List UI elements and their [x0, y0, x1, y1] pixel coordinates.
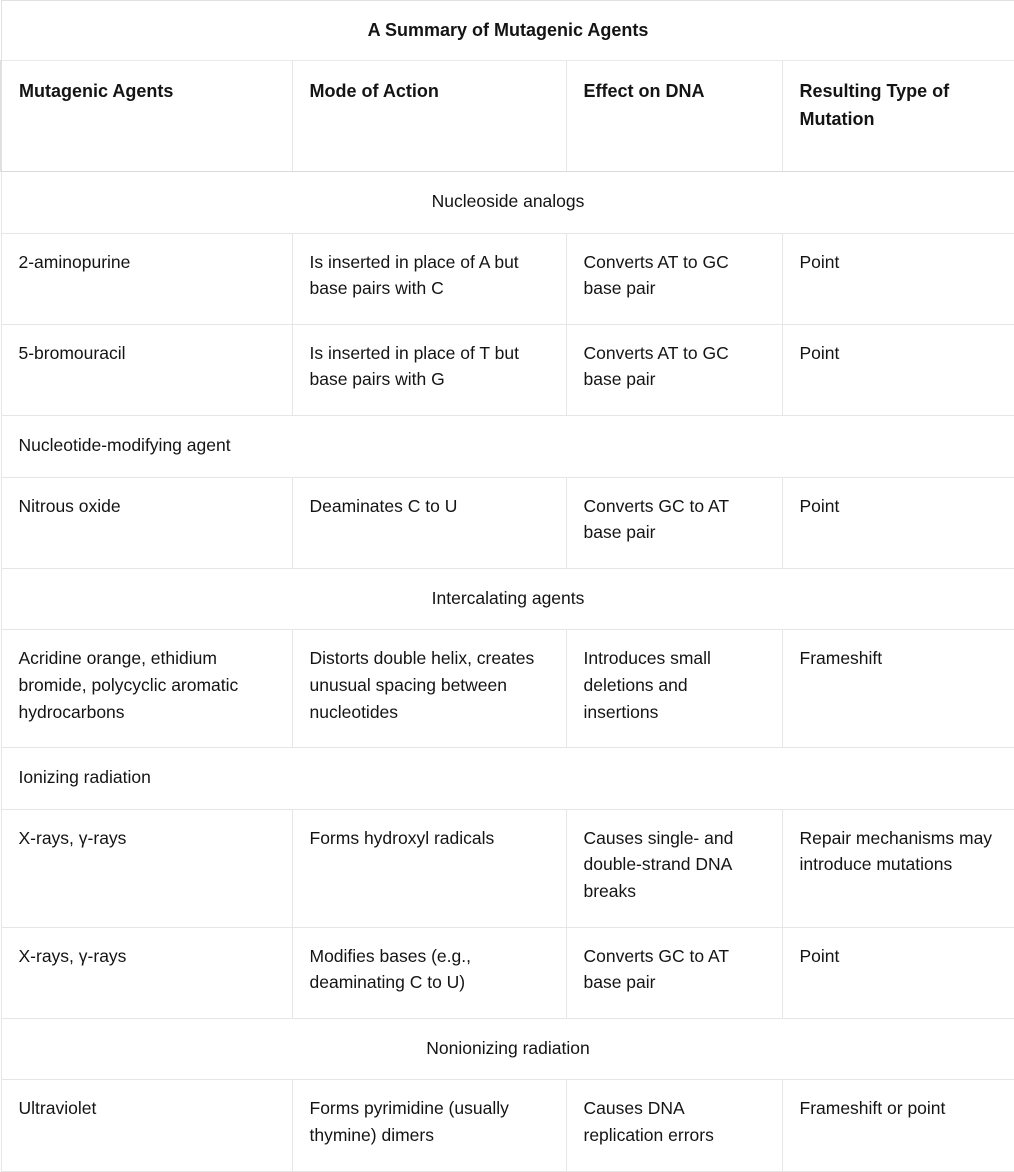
cell-resulting-mutation	[782, 477, 1014, 568]
table-row	[1, 630, 1014, 748]
cell-mode-of-action	[292, 324, 566, 415]
cell-effect-on-dna-text: Converts GC to AT base pair	[583, 945, 729, 993]
table-row	[1, 324, 1014, 415]
cell-resulting-mutation	[782, 233, 1014, 324]
cell-mode-of-action	[292, 809, 566, 927]
cell-mutagenic-agent	[1, 927, 292, 1018]
cell-mode-of-action-text: Modifies bases (e.g., deaminating C to U)	[309, 945, 471, 993]
cell-resulting-mutation-text: Repair mechanisms may introduce mutations	[799, 827, 993, 875]
cell-effect-on-dna-text: Converts GC to AT base pair	[583, 495, 729, 543]
cell-mode-of-action-text: Distorts double helix, creates unusual spacing between nucleotides	[309, 648, 535, 722]
cell-mutagenic-agent	[1, 1080, 292, 1171]
cell-mutagenic-agent-text: Acridine orange, ethidium bromide, polycyclic aromatic hydrocarbons	[18, 648, 239, 722]
table-row	[1, 809, 1014, 927]
section-heading: Intercalating agents	[1, 568, 1014, 630]
cell-mode-of-action-text: Is inserted in place of A but base pairs with C	[309, 251, 519, 299]
cell-effect-on-dna-text: Converts AT to GC base pair	[583, 251, 729, 299]
cell-resulting-mutation-text: Point	[799, 495, 840, 516]
cell-mode-of-action	[292, 927, 566, 1018]
table-title-row	[1, 1, 1014, 61]
cell-mode-of-action	[292, 630, 566, 748]
cell-mode-of-action-text: Is inserted in place of T but base pairs with G	[309, 342, 519, 390]
table-row	[1, 1080, 1014, 1171]
cell-effect-on-dna	[566, 233, 782, 324]
cell-mutagenic-agent	[1, 630, 292, 748]
cell-mutagenic-agent-text: X-rays, γ-rays	[18, 945, 127, 966]
cell-effect-on-dna	[566, 927, 782, 1018]
table-body	[1, 1, 1014, 1172]
cell-resulting-mutation-text: Frameshift	[799, 648, 883, 669]
cell-mutagenic-agent-text: X-rays, γ-rays	[18, 827, 127, 848]
section-heading-row	[1, 416, 1014, 478]
section-heading-row	[1, 568, 1014, 630]
table-title: A Summary of Mutagenic Agents	[1, 1, 1014, 61]
section-heading: Nonionizing radiation	[1, 1018, 1014, 1080]
table-header-row	[1, 61, 1014, 172]
table-row	[1, 927, 1014, 1018]
cell-resulting-mutation-text: Point	[799, 251, 840, 272]
cell-mode-of-action-text: Forms pyrimidine (usually thymine) dimers	[309, 1098, 509, 1145]
column-header-effect-on-dna: Effect on DNA	[566, 61, 782, 172]
cell-mutagenic-agent	[1, 324, 292, 415]
table-row	[1, 477, 1014, 568]
cell-effect-on-dna-text: Causes DNA replication errors	[583, 1098, 714, 1145]
cell-mutagenic-agent-text: Ultraviolet	[18, 1098, 97, 1119]
cell-mutagenic-agent	[1, 477, 292, 568]
cell-mutagenic-agent	[1, 809, 292, 927]
cell-mode-of-action	[292, 477, 566, 568]
cell-mode-of-action-text: Forms hydroxyl radicals	[309, 827, 495, 848]
cell-mode-of-action	[292, 1080, 566, 1171]
cell-resulting-mutation	[782, 927, 1014, 1018]
cell-effect-on-dna	[566, 809, 782, 927]
section-heading-row	[1, 1018, 1014, 1080]
table-row	[1, 233, 1014, 324]
cell-resulting-mutation-text: Frameshift or point	[799, 1098, 946, 1119]
cell-effect-on-dna-text: Introduces small deletions and insertions	[583, 648, 711, 722]
cell-effect-on-dna	[566, 477, 782, 568]
cell-resulting-mutation-text: Point	[799, 342, 840, 363]
cell-effect-on-dna-text: Converts AT to GC base pair	[583, 342, 729, 390]
cell-effect-on-dna	[566, 1080, 782, 1171]
cell-mutagenic-agent-text: 2-aminopurine	[18, 251, 131, 272]
cell-mutagenic-agent	[1, 233, 292, 324]
cell-resulting-mutation	[782, 1080, 1014, 1171]
cell-resulting-mutation	[782, 809, 1014, 927]
cell-effect-on-dna	[566, 324, 782, 415]
cell-resulting-mutation	[782, 324, 1014, 415]
cell-effect-on-dna	[566, 630, 782, 748]
cell-effect-on-dna-text: Causes single- and double-strand DNA breaks	[583, 827, 734, 901]
column-header-mutagenic-agents: Mutagenic Agents	[1, 61, 292, 172]
section-heading-row	[1, 172, 1014, 234]
column-header-mode-of-action: Mode of Action	[292, 61, 566, 172]
cell-resulting-mutation-text: Point	[799, 945, 840, 966]
section-heading: Nucleoside analogs	[1, 172, 1014, 234]
cell-mode-of-action-text: Deaminates C to U	[309, 495, 458, 516]
section-heading: Ionizing radiation	[1, 748, 1014, 810]
cell-mutagenic-agent-text: Nitrous oxide	[18, 495, 121, 516]
column-header-resulting-type-of-mutation: Resulting Type of Mutation	[782, 61, 1014, 172]
cell-mode-of-action	[292, 233, 566, 324]
section-heading-row	[1, 748, 1014, 810]
section-heading: Nucleotide-modifying agent	[1, 416, 1014, 478]
cell-resulting-mutation	[782, 630, 1014, 748]
cell-mutagenic-agent-text: 5-bromouracil	[18, 342, 126, 363]
